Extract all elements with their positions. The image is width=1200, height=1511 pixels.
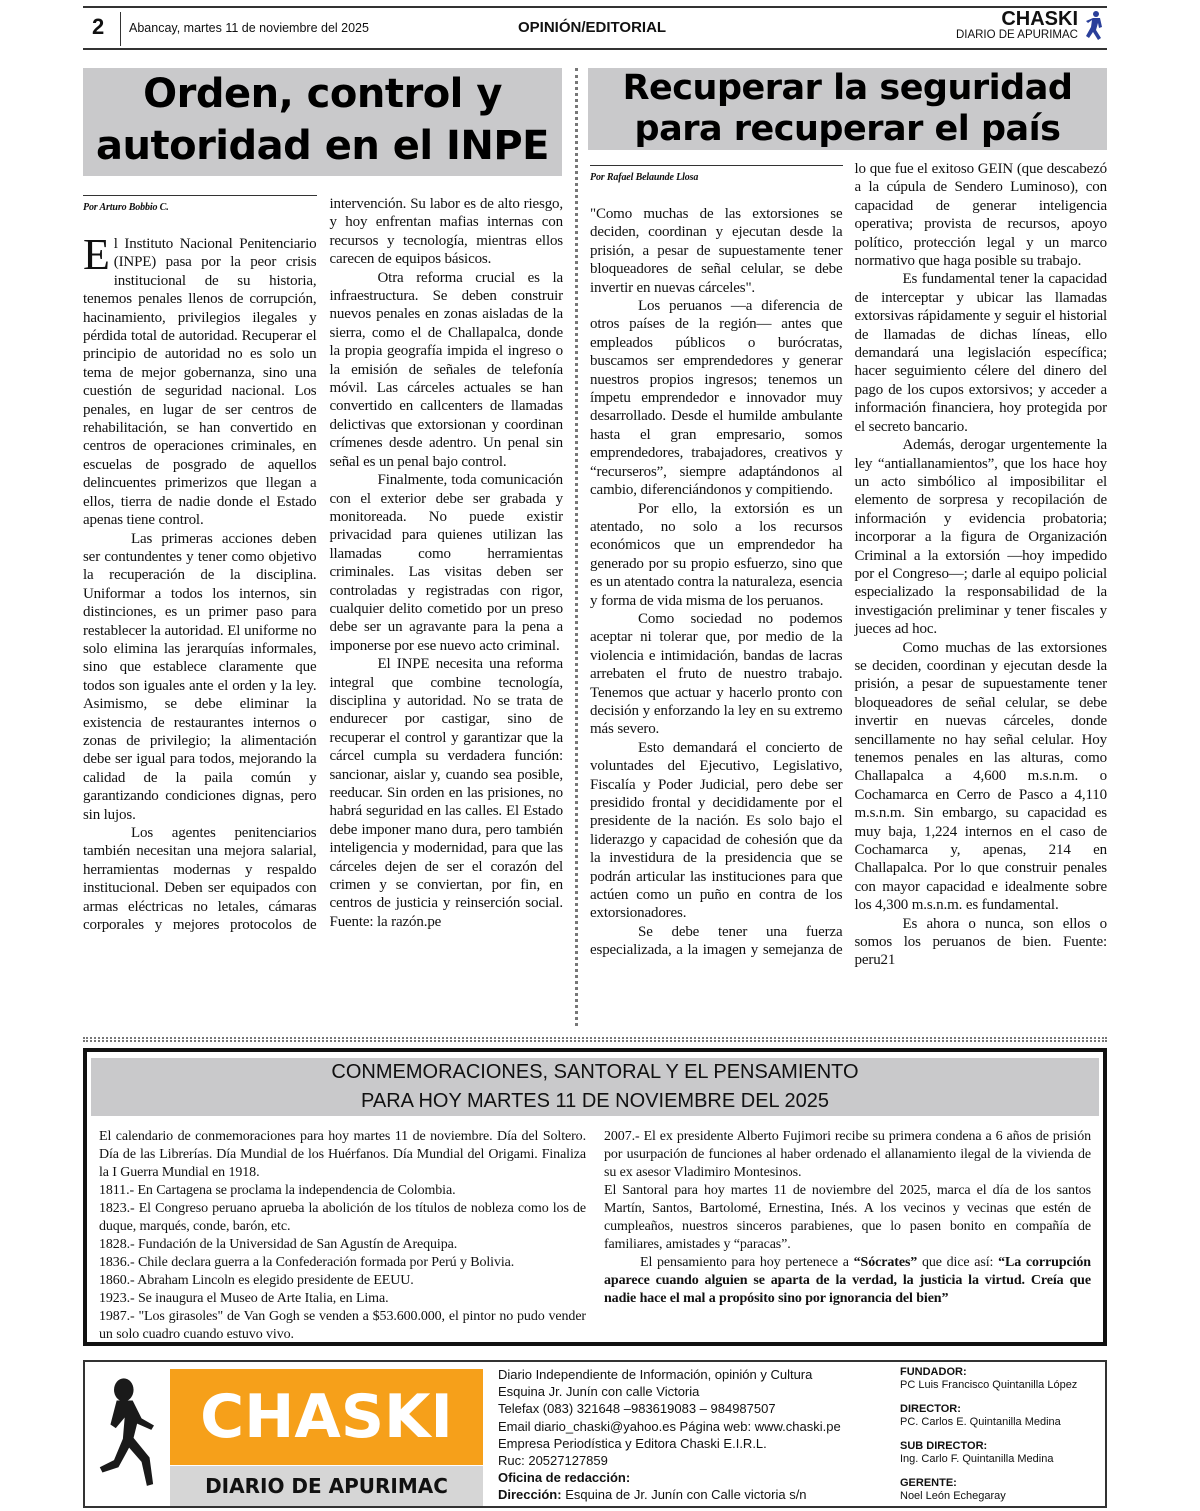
title-line: Recuperar la seguridad — [622, 68, 1073, 108]
staff-role: FUNDADOR: — [900, 1366, 967, 1378]
staff-name: PC. Carlos E. Quintanilla Medina — [900, 1416, 1061, 1428]
paragraph: Es fundamental tener la capacidad de interceptar y ubicar las llamadas extorsivas rápidamente y seguir el historial de llamadas de dichas líneas, ello demandará una legislación específica; hacer seguimiento célere del dinero del pago de los cupos extorsivos; y acceder a información financiera, hoy protegida por el secreto bancario. — [854, 271, 1107, 435]
paragraph: Esto demandará el concierto de voluntades del Ejecutivo, Legislativo, Fiscalía y Poder Judicial, pero debe ser presidido frontal y decididamente por el presidente de la nación. Es solo bajo el liderazgo y capacidad de cohesión que da la investidura de la presidencia que se podrán articular las instituciones para que actúen como un puño en contra de los extorsionadores. — [590, 739, 843, 922]
box-body — [99, 1128, 1091, 1344]
entry: 1987.- "Los girasoles" de Van Gogh se venden a $53.600.000, el pintor no pudo vender un solo cuadro cuando estuvo vivo. — [99, 1309, 586, 1342]
box-title — [91, 1058, 1099, 1116]
brand-sub: DIARIO DE APURIMAC — [955, 29, 1078, 41]
paragraph: Como muchas de las extorsiones se deciden, coordinan y ejecutan desde la prisión, a pesar de supuestamente tener bloqueadores de señal celular, se debe invertir en nuevas cárceles, donde sencillamente no hay señal celular. Hoy tenemos penales en las alturas, como Challapalca a 4,600 m.s.n.m. o Cochamarca en Cerro de Pasco a 4,110 m.s.n.m. Sin embargo, su capacidad es muy baja, 1,224 internos en el caso de Cochamarca y, apenas, 214 en Challapalca. Por lo que construir penales con mayor capacidad e idealmente sobre los 4,300 m.s.n.m. es fundamental. — [854, 639, 1107, 914]
article-title — [588, 68, 1107, 150]
paragraph: Finalmente, toda comunicación con el exterior debe ser grabada y monitoreada. No puede existir privacidad para quienes utilizan las llamadas como herramientas criminales. Las visitas deben ser controladas y registradas con rigor, cualquier delito cometido por un preso debe ser un agravante para la pena a imponerse por ese nuevo acto criminal. — [329, 472, 563, 654]
staff-role: DIRECTOR: — [900, 1403, 961, 1415]
byline: Por Rafael Belaunde Llosa — [590, 165, 843, 191]
entry: 1836.- Chile declara guerra a la Confederación formada por Perú y Bolivia. — [99, 1255, 515, 1270]
footer-logo: CHASKI — [170, 1369, 483, 1465]
info-line: Email diario_chaski@yahoo.es Página web: www.chaski.pe — [498, 1418, 841, 1434]
paragraph: Por ello, la extorsión es un atentado, no solo a los recursos económicos que un emprendedor ha generado por su propio esfuerzo, sino que es un atentado contra la naturaleza, esencia y forma de vida misma de los peruanos. — [590, 500, 843, 609]
pull-quote: "Como muchas de las extorsiones se deciden, coordinan y ejecutan desde la prisión, a pesar de supuestamente tener bloqueadores de señal celular, se debe invertir en nuevas cárceles". — [590, 206, 843, 296]
title-line: para recuperar el país — [634, 109, 1061, 149]
drop-cap: E — [83, 230, 110, 279]
address-line: Dirección: Esquina de Jr. Junín con Calle victoria s/n — [498, 1487, 807, 1503]
paragraph: Se debe tener una fuerza especializada, a la imagen y semejanza de lo que fue el exitoso GEIN (que descabezó a la cúpula de Sendero Luminoso), con capacidad de generar inteligencia operativa; provista de recursos, apoyo político, protección legal y un marco normativo que haga posible su trabajo. — [590, 161, 1107, 959]
entry: 1828.- Fundación de la Universidad de San Agustín de Arequipa. — [99, 1237, 458, 1252]
info-line: Empresa Periodística y Editora Chaski E.I.R.L. — [498, 1435, 767, 1451]
article-body — [83, 195, 563, 934]
info-line: Telefax (083) 321648 –983619083 – 984987507 — [498, 1401, 776, 1417]
footer-logo-sub: DIARIO DE APURIMAC — [170, 1466, 483, 1506]
title-line: autoridad en el INPE — [96, 123, 549, 169]
paragraph: El Instituto Nacional Penitenciario (INPE) pasa por la peor crisis institucional de su historia, tenemos penales llenos de corrupción, hacinamiento, privilegios ilegales y pérdida total de autoridad. Recuperar el principio de autoridad no es solo un tema de mejor gobernanza, sino una cuestión de seguridad nacional. Los penales, en lugar de ser centros de rehabilitación, se han convertido en centros de operaciones criminales, en escuelas de posgrado de aquellos delincuentes primerizos que llegan a ellos, tierra de nadie donde el Estado apenas tiene control. — [83, 230, 317, 529]
staff-name: PC Luis Francisco Quintanilla López — [900, 1379, 1078, 1391]
paragraph: Además, derogar urgentemente la ley “antiallanamientos”, que los hace hoy un acto simbólico al imposibilitar el elemento de sorpresa y recopilación de información y evidencia probatoria; incorporar a la figura de Organización Criminal a la extorsión —hoy impedido por el Congreso—; darle al equipo policial especializado la responsabilidad de la investigación preliminar y tener fiscales y jueces ad hoc. — [854, 437, 1107, 638]
paragraph: Los peruanos —a diferencia de otros países de la región— antes que empleados públicos o burócratas, buscamos ser emprendedores y generar nuestros propios ingresos; tenemos un ímpetu emprendedor e innovador muy desarrollado. Desde el humilde ambulante hasta el gran empresario, somos emprendedores, trabajadores, creativos y “recurseros”, siempre adaptándonos al cambio, diferenciándonos y compitiendo. — [590, 298, 843, 499]
entry: 1823.- El Congreso peruano aprueba la abolición de los títulos de nobleza como los de duque, marqués, conde, barón, etc. — [99, 1201, 586, 1234]
paragraph: Otra reforma crucial es la infraestructura. Se deben construir nuevos penales en zonas aisladas de la sierra, como el de Challapalca, donde la propia geografía impida el ingreso o la emisión de señales de telefonía móvil. Las cárceles actuales se han convertido en callcenters de llamadas delictivas que extorsionan y coordinan crímenes desde adentro. Un penal sin señal es un penal bajo control. — [329, 269, 563, 470]
entry: 2007.- El ex presidente Alberto Fujimori recibe su primera condena a 6 años de prisión por usurpación de funciones al haber ordenado el allanamiento ilegal de la vivienda de su ex asesor Vladimiro Montesinos. — [604, 1129, 1091, 1180]
paragraph: Los agentes penitenciarios también necesitan una mejora salarial, herramientas modernas y respaldo institucional. Deben ser equipados con armas eléctricas no letales, cámaras corporales y mejores protocolos de intervención. Su labor es de alto riesgo, y hoy enfrentan mafias internas con recursos y tecnología, mientras ellos carecen de equipos básicos. — [83, 196, 563, 934]
title-line: Orden, control y — [143, 71, 502, 117]
byline: Por Arturo Bobbio C. — [83, 195, 317, 221]
article-body — [590, 160, 1107, 970]
title-line: CONMEMORACIONES, SANTORAL Y EL PENSAMIENTO — [331, 1061, 859, 1083]
entry: 1860.- Abraham Lincoln es elegido presidente de EEUU. — [99, 1273, 414, 1288]
thought: El pensamiento para hoy pertenece a “Sócrates” que dice así: “La corrupción aparece cuando alguien se aparta de la verdad, la justicia la virtud. Creía que nadie hace el mal a propósito sino por ignorancia del bien” — [604, 1255, 1091, 1306]
runner-icon — [90, 1368, 170, 1506]
title-line: PARA HOY MARTES 11 DE NOVIEMBRE DEL 2025 — [361, 1090, 829, 1112]
runner-icon — [1084, 10, 1106, 46]
info-line: Ruc: 20527127859 — [498, 1453, 608, 1469]
footer-staff — [900, 1366, 1105, 1503]
masthead-brand — [900, 9, 1078, 41]
issue-date: Abancay, martes 11 de noviembre del 2025 — [129, 21, 369, 35]
section-title: OPINIÓN/EDITORIAL — [518, 19, 667, 36]
paragraph: El INPE necesita una reforma integral que combine tecnología, disciplina y autoridad. No se trata de endurecer por castigar, sino de recuperar el control y garantizar que la cárcel cumpla su verdadera función: sancionar, aislar y, cuando sea posible, reeducar. Sin orden en las prisiones, no habrá seguridad en las calles. El Estado debe imponer mano dura, pero también inteligencia y modernidad, para que las cárceles dejen de ser el corazón del crimen y se conviertan, por fin, en centros de justicia y reinserción social. Fuente: la razón.pe — [329, 656, 563, 930]
section-divider — [83, 1037, 1107, 1042]
staff-role: SUB DIRECTOR: — [900, 1440, 988, 1452]
page-number: 2 — [92, 14, 105, 39]
article-title — [83, 68, 562, 176]
entry: 1811.- En Cartagena se proclama la independencia de Colombia. — [99, 1183, 456, 1198]
staff-name: Noel León Echegaray — [900, 1490, 1006, 1502]
brand-name: CHASKI — [1001, 8, 1078, 30]
conmemoraciones-box — [83, 1048, 1107, 1346]
staff-role: GERENTE: — [900, 1477, 957, 1489]
entry: El Santoral para hoy martes 11 de noviembre del 2025, marca el día de los santos Martín, Santos, Bartolomé, Ernestina, Inés. A los vecinos y vecinas que estén de cumpleaños, nuestros sinceros parabienes, que lo pasen bonito en compañía de familiares, amistades y “paracas”. — [604, 1183, 1091, 1252]
paragraph: Las primeras acciones deben ser contundentes y tener como objetivo la recuperación de la disciplina. Uniformar a todos los internos, sin distinciones, es un primer paso para restablecer la autoridad. El uniforme no solo elimina las jerarquías informales, sino que establece claramente que todos son iguales ante el orden y la ley. Asimismo, se debe eliminar la existencia de restaurantes internos o zonas de privilegio; la alimentación debe ser igual para todos, mejorando la calidad de la paila común y garantizando condiciones dignas, pero sin lujos. — [83, 530, 317, 823]
info-line: Esquina Jr. Junín con calle Victoria — [498, 1384, 700, 1400]
divider — [120, 12, 121, 46]
header-rule-top — [83, 6, 1107, 8]
office-label: Oficina de redacción: — [498, 1470, 631, 1486]
header-rule-bottom — [83, 48, 1107, 50]
staff-name: Ing. Carlo F. Quintanilla Medina — [900, 1453, 1054, 1465]
info-line: Diario Independiente de Información, opinión y Cultura — [498, 1367, 813, 1382]
footer-info — [498, 1366, 893, 1504]
paragraph: Es ahora o nunca, son ellos o somos los peruanos de bien. Fuente: peru21 — [854, 915, 1107, 969]
entry: 1923.- Se inaugura el Museo de Arte Italia, en Lima. — [99, 1291, 389, 1306]
entry: El calendario de conmemoraciones para hoy martes 11 de noviembre. Día del Soltero. Día de las Librerías. Día Mundial de los Huérfanos. Día Mundial del Origami. Finaliza la I Guerra Mundial en 1918. — [99, 1129, 586, 1180]
column-divider — [575, 68, 578, 1026]
paragraph: Como sociedad no podemos aceptar ni tolerar que, por medio de la violencia e intimidación, bandas de lacras arrebaten el fruto de nuestro trabajo. Tenemos que actuar y hacerlo pronto con decisión y enforzando la ley en su extremo más severo. — [590, 610, 843, 738]
